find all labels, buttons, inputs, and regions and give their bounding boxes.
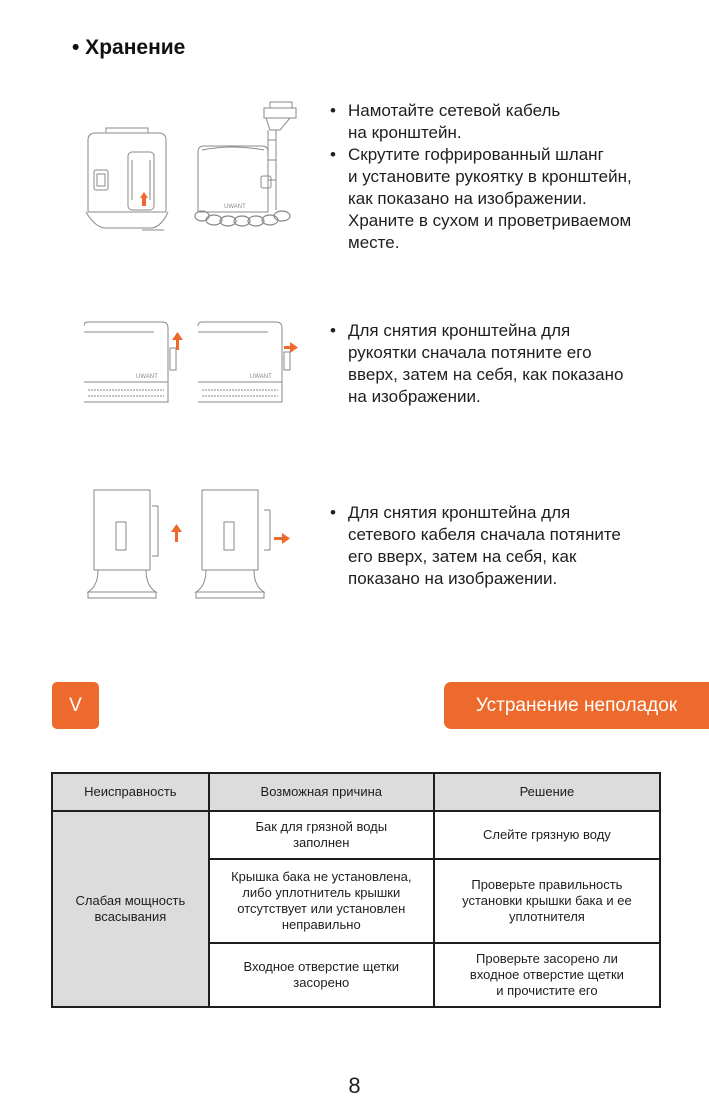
troubleshooting-table: [51, 772, 661, 1008]
instruction-item: • Для снятия кронштейна для сетевого кабеля сначала потяните его вверх, затем на себя, как показано на изображении.: [330, 502, 690, 590]
storage-illustration: [84, 100, 304, 240]
table-header-row: [52, 773, 660, 811]
section-heading: Устранение неполадок: [444, 682, 709, 729]
section-number-badge: V: [52, 682, 99, 729]
handle-brand-label-right: UWANT: [250, 374, 272, 380]
storage-brand-label: UWANT: [224, 204, 246, 210]
cause-cell: Входное отверстие щетки засорено: [209, 943, 434, 1007]
cause-cell: Крышка бака не установлена, либо уплотнитель крышки отсутствует или установлен неправильно: [209, 859, 434, 943]
storage-instructions-2: [330, 320, 690, 408]
solution-cell: Проверьте правильность установки крышки бака и ее уплотнителя: [434, 859, 660, 943]
handle-bracket-illustration: [84, 318, 304, 410]
storage-instructions-1: [330, 100, 690, 254]
cable-bracket-illustration: [84, 486, 304, 606]
instruction-item: • Намотайте сетевой кабель на кронштейн.: [330, 100, 690, 144]
instruction-item: • Для снятия кронштейна для рукоятки сначала потяните его вверх, затем на себя, как показано на изображении.: [330, 320, 690, 408]
solution-cell: Слейте грязную воду: [434, 811, 660, 859]
column-header-cause: Возможная причина: [209, 773, 434, 811]
column-header-solution: Решение: [434, 773, 660, 811]
cause-cell: Бак для грязной воды заполнен: [209, 811, 434, 859]
instruction-item: • Скрутите гофрированный шланг и установите рукоятку в кронштейн, как показано на изображении. Храните в сухом и проветриваемом месте.: [330, 144, 690, 254]
solution-cell: Проверьте засорено ли входное отверстие щетки и прочистите его: [434, 943, 660, 1007]
section-title: • Хранение: [72, 36, 186, 59]
problem-cell: Слабая мощность всасывания: [52, 811, 209, 1007]
handle-brand-label-left: UWANT: [136, 374, 158, 380]
column-header-problem: Неисправность: [52, 773, 209, 811]
storage-instructions-3: [330, 502, 690, 590]
table-row: [52, 811, 660, 859]
page-number: 8: [348, 1073, 361, 1098]
